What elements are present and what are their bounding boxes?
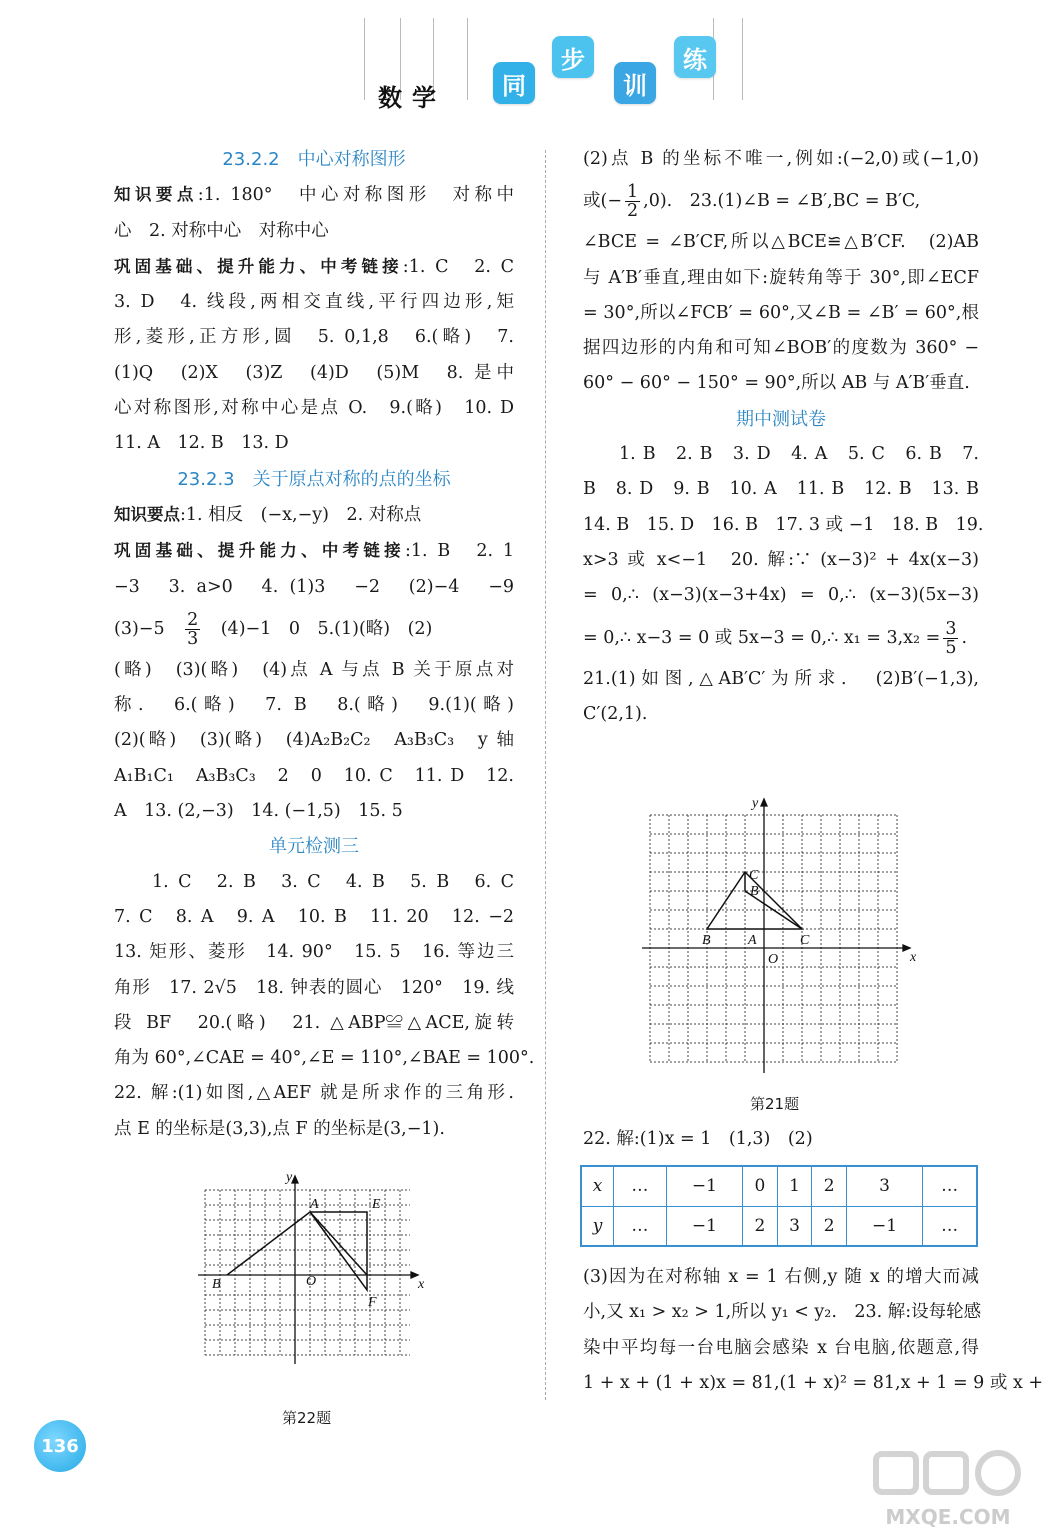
axes xyxy=(642,799,910,1073)
section-title: 23.2.3 关于原点对称的点的坐标 xyxy=(177,468,451,490)
label-x: x xyxy=(418,1277,425,1292)
text-line: A 13. (2,−3) 14. (−1,5) 15. 5 xyxy=(114,801,403,822)
table-cell: 0 xyxy=(743,1166,778,1206)
figure-21-caption: 第21题 xyxy=(750,1095,800,1113)
text-span: 或(− xyxy=(583,191,622,212)
text-line-fraction xyxy=(114,605,514,653)
figure-22 xyxy=(190,1168,430,1368)
svg-text:MXQE.COM: MXQE.COM xyxy=(885,1505,1011,1529)
table-cell: … xyxy=(923,1166,977,1206)
text-line: (2)点 B 的坐标不唯一,例如:(−2,0)或(−1,0) xyxy=(583,149,979,169)
label-A: A xyxy=(310,1197,319,1212)
text-line: 染中平均每一台电脑会感染 x 台电脑,依题意,得 xyxy=(583,1337,979,1358)
text-line: A₁B₁C₁ A₃B₃C₃ 2 0 10. C 11. D 12. xyxy=(114,765,514,786)
label-y: y xyxy=(286,1170,293,1185)
table-cell: −1 xyxy=(666,1166,742,1206)
text-line xyxy=(114,497,514,533)
subject-title: 数学 xyxy=(378,84,446,112)
text-span: :1. 相反 (−x,−y) 2. 对称点 xyxy=(180,504,422,525)
label-y: y xyxy=(752,796,759,811)
text-line: (1)Q (2)X (3)Z (4)D (5)M 8. 是中 xyxy=(114,362,514,383)
text-line: 据四边形的内角和可知∠BOB′的度数为 360° − xyxy=(583,338,979,359)
fraction-num: 2 xyxy=(187,609,199,630)
text-line: 点 E 的坐标是(3,3),点 F 的坐标是(3,−1). xyxy=(114,1118,445,1139)
left-column xyxy=(114,142,535,1147)
text-line: 1. C 2. B 3. C 4. B 5. B 6. C xyxy=(152,871,514,892)
text-line: 称. 6.(略) 7. B 8.(略) 9.(1)(略) xyxy=(114,695,514,716)
section-title: 期中测试卷 xyxy=(736,408,826,430)
page-header xyxy=(0,0,1044,120)
column-divider xyxy=(545,150,546,1400)
text-line: 小,又 x₁ > x₂ > 1,所以 y₁ < y₂. 23. 解:设每轮感 xyxy=(583,1302,982,1323)
text-line: −3 3. a>0 4. (1)3 −2 (2)−4 −9 xyxy=(114,576,514,597)
label-x: x xyxy=(910,950,917,965)
badge-tong: 同 xyxy=(493,62,535,104)
bold-label: 知识要点 xyxy=(114,504,180,524)
table-cell: x xyxy=(581,1166,614,1206)
table-cell: … xyxy=(614,1206,667,1246)
figure-21 xyxy=(640,795,930,1075)
text-line: 心 2. 对称中心 对称中心 xyxy=(114,220,329,241)
table-cell: 2 xyxy=(743,1206,778,1246)
table-cell: −1 xyxy=(666,1206,742,1246)
table-cell: … xyxy=(923,1206,977,1246)
fraction-num: 1 xyxy=(627,182,639,203)
text-line: 11. A 12. B 13. D xyxy=(114,433,289,454)
text-span: :1. B 2. 1 xyxy=(404,541,514,562)
table-cell: 3 xyxy=(846,1166,922,1206)
text-line xyxy=(114,177,514,213)
label-E: E xyxy=(372,1197,381,1212)
text-line: 13. 矩形、菱形 14. 90° 15. 5 16. 等边三 xyxy=(114,942,514,963)
text-line: 角为 60°,∠CAE = 40°,∠E = 110°,∠BAE = 100°. xyxy=(114,1048,535,1069)
text-line: 21.(1)如图,△AB′C′为所求. (2)B′(−1,3), xyxy=(583,668,979,689)
text-span: :1. C 2. C xyxy=(402,256,515,277)
text-line xyxy=(114,533,514,569)
bold-label: 巩固基础、提升能力、中考链接 xyxy=(114,541,405,561)
fraction-den: 2 xyxy=(627,201,639,222)
text-line: = 30°,所以∠FCB′ = 60°,又∠B = ∠B′ = 60°,根 xyxy=(583,302,979,323)
fraction xyxy=(185,611,200,648)
text-line: 与 A′B′垂直,理由如下:旋转角等于 30°,即∠ECF xyxy=(583,267,979,288)
text-line: 心对称图形,对称中心是点 O. 9.(略) 10. D xyxy=(114,398,514,419)
section-title: 23.2.2 中心对称图形 xyxy=(222,149,406,170)
text-span: :1. 180° 中心对称图形 对称中 xyxy=(197,185,514,206)
fraction-den: 3 xyxy=(187,628,199,649)
text-line: 3. D 4. 线段,两相交直线,平行四边形,矩 xyxy=(114,292,514,313)
fraction-den: 5 xyxy=(945,637,957,658)
text-line xyxy=(114,249,514,285)
text-line: C′(2,1). xyxy=(583,703,648,724)
label-C: C xyxy=(749,868,759,883)
table-row-y xyxy=(581,1206,977,1246)
text-line: 段 BF 20.(略) 21. △ABP≌△ACE,旋转 xyxy=(114,1012,514,1033)
bold-label: 巩固基础、提升能力、中考链接 xyxy=(114,256,403,276)
fraction xyxy=(943,620,958,657)
label-B: B xyxy=(702,933,711,948)
text-line: (略) (3)(略) (4)点 A 与点 B 关于原点对 xyxy=(114,659,514,680)
text-span: ,0). 23.(1)∠B = ∠B′,BC = B′C, xyxy=(643,191,921,212)
text-span: = 0,∴ x−3 = 0 或 5x−3 = 0,∴ x₁ = 3,x₂ = xyxy=(583,627,941,648)
text-line: 22. 解:(1)如图,△AEF 就是所求作的三角形. xyxy=(114,1083,514,1104)
label-C-prime: C xyxy=(800,933,810,948)
table-cell: 2 xyxy=(812,1206,847,1246)
label-A: A xyxy=(748,933,757,948)
table-row-x xyxy=(581,1166,977,1206)
table-cell: y xyxy=(581,1206,614,1246)
text-line: (2)(略) (3)(略) (4)A₂B₂C₂ A₃B₃C₃ y 轴 xyxy=(114,730,514,751)
label-F: F xyxy=(368,1295,377,1310)
table-cell: 1 xyxy=(777,1166,812,1206)
text-line: 14. B 15. D 16. B 17. 3 或 −1 18. B 19. xyxy=(583,514,984,535)
text-line: x>3 或 x<−1 20. 解:∵ (x−3)² + 4x(x−3) xyxy=(583,549,979,570)
text-line: = 0,∴ (x−3)(x−3+4x) = 0,∴ (x−3)(5x−3) xyxy=(583,585,979,606)
badge-xun: 训 xyxy=(614,62,656,104)
text-line-fraction xyxy=(583,177,979,225)
text-line: 22. 解:(1)x = 1 (1,3) (2) xyxy=(583,1129,813,1149)
bold-label: 知识要点 xyxy=(114,185,198,205)
fraction xyxy=(625,183,640,220)
text-line: ∠BCE = ∠B′CF,所以△BCE≌△B′CF. (2)AB xyxy=(583,232,979,253)
text-line: 1. B 2. B 3. D 4. A 5. C 6. B 7. xyxy=(619,444,979,465)
right-column xyxy=(583,142,984,732)
text-span: (4)−1 0 5.(1)(略) (2) xyxy=(220,618,433,639)
label-B: B xyxy=(212,1277,221,1292)
value-table xyxy=(580,1165,978,1247)
watermark-logo xyxy=(868,1448,1028,1530)
right-q22 xyxy=(583,1122,979,1157)
page-number: 136 xyxy=(34,1420,86,1472)
text-line-fraction xyxy=(583,614,979,662)
label-O: O xyxy=(306,1274,317,1289)
label-B-prime: B xyxy=(750,884,759,899)
label-O: O xyxy=(768,952,779,967)
text-line: 7. C 8. A 9. A 10. B 11. 20 12. −2 xyxy=(114,906,514,927)
section-title: 单元检测三 xyxy=(269,836,359,858)
text-line: (3)因为在对称轴 x = 1 右侧,y 随 x 的增大而减 xyxy=(583,1267,979,1287)
fraction-num: 3 xyxy=(945,618,957,639)
text-line: 角形 17. 2√5 18. 钟表的圆心 120° 19. 线 xyxy=(114,977,514,998)
triangle-lines xyxy=(227,1212,367,1290)
text-span: (3)−5 xyxy=(114,618,165,639)
figure-22-caption: 第22题 xyxy=(282,1409,332,1427)
table-cell: … xyxy=(614,1166,667,1206)
text-span: . xyxy=(961,627,968,648)
text-line: 1 + x + (1 + x)x = 81,(1 + x)² = 81,x + 1 = 9 或 x + xyxy=(583,1372,1044,1393)
table-cell: −1 xyxy=(846,1206,922,1246)
table-cell: 3 xyxy=(777,1206,812,1246)
text-line: 形,菱形,正方形,圆 5. 0,1,8 6.(略) 7. xyxy=(114,327,514,348)
right-q23 xyxy=(583,1260,1044,1401)
badge-lian: 练 xyxy=(674,36,716,78)
text-line: 60° − 60° − 150° = 90°,所以 AB 与 A′B′垂直. xyxy=(583,373,970,394)
text-line: B 8. D 9. B 10. A 11. B 12. B 13. B xyxy=(583,479,979,500)
table-cell: 2 xyxy=(812,1166,847,1206)
grid-lines xyxy=(650,815,897,1062)
badge-bu: 步 xyxy=(552,36,594,78)
